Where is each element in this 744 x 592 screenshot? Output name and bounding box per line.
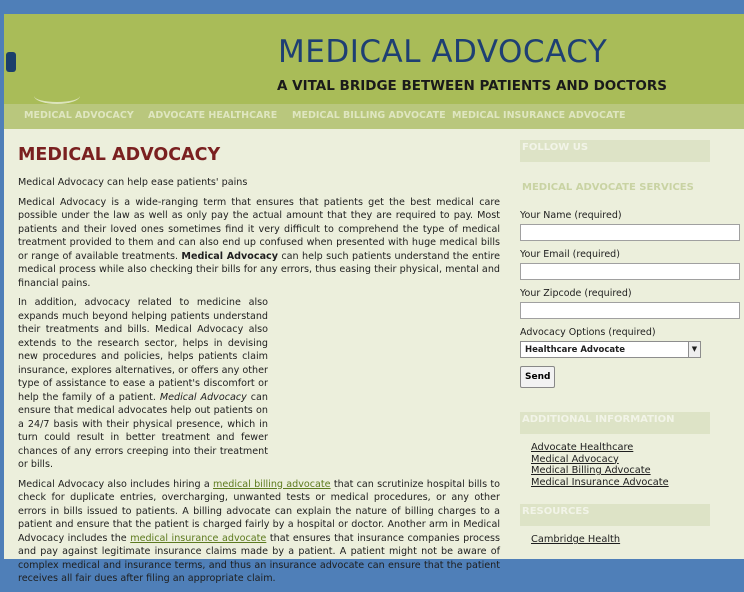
- zipcode-label: Your Zipcode (required): [520, 288, 632, 299]
- list-item: [531, 477, 744, 489]
- paragraph-3-text-a: Medical Advocacy also includes hiring a: [18, 478, 210, 490]
- link-medical-billing-advocate[interactable]: Medical Billing Advocate: [531, 465, 651, 476]
- paragraph-2-text: In addition, advocacy related to medicine also expands much beyond helping patients understand their treatments and bills. Medical Advocacy also extends to the research sector, helps in devising new procedures and policies, helps patients claim insurance, explores alternatives, or offers any other type of assistance to ease a patient's discomfort or help the family of a patient.: [18, 297, 268, 403]
- list-item: [531, 465, 744, 477]
- name-label: Your Name (required): [520, 210, 622, 221]
- resources-list: [520, 534, 744, 546]
- list-item: [531, 534, 744, 546]
- paragraph-2: [18, 296, 268, 472]
- paragraph-3: [18, 478, 500, 586]
- intro-text: Medical Advocacy can help ease patients' pains: [18, 177, 248, 188]
- site-header: [4, 14, 744, 104]
- zipcode-input[interactable]: [520, 302, 740, 319]
- nav-item-medical-billing-advocate[interactable]: MEDICAL BILLING ADVOCATE: [292, 110, 446, 121]
- list-item: [531, 442, 744, 454]
- sidebar: [520, 140, 744, 546]
- site-title[interactable]: MEDICAL ADVOCACY: [278, 34, 608, 70]
- medical-billing-advocate-link[interactable]: medical billing advocate: [213, 478, 331, 490]
- name-input[interactable]: [520, 224, 740, 241]
- paragraph-3-text-b: that can scrutinize hospital bills to check for duplicate entries, overcharging, unwanted tests or medical procedures, or any other errors in bills issued to patients. A billing advocate can explain the nature of billing charges to a patient and ensure that the patient is charged fairly by a hospital or doctor. Another arm in Medical Advocacy includes the: [18, 478, 500, 544]
- nav-item-medical-advocacy[interactable]: MEDICAL ADVOCACY: [24, 110, 134, 121]
- contact-form: [520, 210, 744, 388]
- main-nav: [4, 104, 744, 129]
- nav-item-medical-insurance-advocate[interactable]: MEDICAL INSURANCE ADVOCATE: [452, 110, 626, 121]
- paragraph-2-italic: Medical Advocacy: [159, 391, 247, 403]
- services-heading: MEDICAL ADVOCATE SERVICES: [522, 182, 694, 193]
- link-cambridge-health[interactable]: Cambridge Health: [531, 534, 621, 545]
- logo-swirl-icon: [34, 88, 80, 104]
- link-medical-insurance-advocate[interactable]: Medical Insurance Advocate: [531, 476, 669, 488]
- options-label: Advocacy Options (required): [520, 327, 656, 338]
- follow-us-heading: FOLLOW US: [520, 140, 710, 162]
- paragraph-1-bold: Medical Advocacy: [181, 250, 278, 262]
- additional-info-list: [520, 442, 744, 488]
- list-item: [531, 454, 744, 466]
- email-label: Your Email (required): [520, 249, 620, 260]
- paragraph-1-text: Medical Advocacy is a wide-ranging term that ensures that patients get the best medical care possible under the law as well as only pay the actual amount that they are required to pay. Most patients and their loved ones sometimes find it very difficult to comprehend the type of medical treatment provided to them and can also end up confused when presented with huge medical bills or range of available treatments.: [18, 196, 500, 262]
- page: [4, 14, 744, 584]
- resources-heading: RESOURCES: [520, 504, 710, 526]
- email-input[interactable]: [520, 263, 740, 280]
- site-tagline: A VITAL BRIDGE BETWEEN PATIENTS AND DOCTORS: [277, 78, 667, 94]
- page-title: MEDICAL ADVOCACY: [18, 145, 221, 165]
- chevron-down-icon[interactable]: ▼: [688, 342, 700, 357]
- main-content: [18, 144, 500, 592]
- link-medical-advocacy[interactable]: Medical Advocacy: [531, 453, 619, 465]
- paragraph-2-tail: can ensure that medical advocates help out patients on a 24/7 basis with their physical presence, which in turn could result in better treatment and fewer chances of any errors creeping into their treatment or bills.: [18, 391, 268, 470]
- paragraph-3-text-c: that ensures that insurance companies process and pay against legitimate insurance claims made by a patient. A patient might not be aware of complex medical and insurance terms, and thus an insurance advocate can ensure that the patient receives all fair dues after filing an appropriate claim.: [18, 532, 500, 584]
- paragraph-1-tail: can help such patients understand the entire medical process while also checking their bills for any errors, thus easing their physical, mental and financial pains.: [18, 250, 500, 289]
- paragraph-1: [18, 196, 500, 291]
- header-handle: [6, 52, 16, 72]
- link-advocate-healthcare[interactable]: Advocate Healthcare: [531, 442, 634, 453]
- medical-insurance-advocate-link[interactable]: medical insurance advocate: [130, 532, 267, 544]
- additional-info-heading: ADDITIONAL INFORMATION: [520, 412, 710, 434]
- advocacy-options-select[interactable]: [520, 341, 701, 358]
- send-button[interactable]: Send: [520, 366, 555, 388]
- nav-item-advocate-healthcare[interactable]: ADVOCATE HEALTHCARE: [148, 110, 278, 121]
- selected-option: Healthcare Advocate: [525, 345, 625, 355]
